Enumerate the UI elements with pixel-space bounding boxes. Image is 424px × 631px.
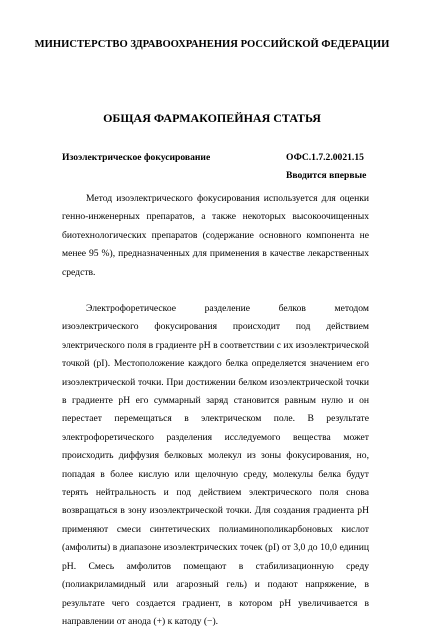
body-paragraph: Метод изоэлектрического фокусирования используется для оценки генно-инженерных препаратов, а также некоторых высокоочищенных биотехнологических препаратов (содержание основного компонента не менее 95 %), предназначенных для применения в качестве лекарственных средств. [62, 193, 369, 278]
article-type-title: ОБЩАЯ ФАРМАКОПЕЙНАЯ СТАТЬЯ [103, 111, 321, 125]
body-paragraph: Электрофоретическое разделение белков методом изоэлектрического фокусирования происходит под действием электрического поля в градиенте pH в соответствии с их изоэлектрической точкой (pI). Местоположение каждого белка определяется значением его изоэлектрической точки. При достижении белком изоэлектрической точки в градиенте pH его суммарный заряд становится равным нулю и он перестает перемещаться в электрическом поле. В результате электрофоретического разделения исследуемого вещества может происходить диффузия белковых молекул из зоны фокусирования, но, попадая в более кислую или щелочную среду, молекулы белка будут терять нейтральность и под действием электрического поля снова возвращаться в зону изоэлектрической точки. Для создания градиента pH применяют смеси синтетических полиаминополикарбоновых кислот (амфолиты) в диапазоне изоэлектрических точек (pI) от 3,0 до 10,0 единиц pH. Смесь амфолитов помещают в стабилизационную среду (полиакриламидный или агарозный гель) и подают напряжение, в результате чего создается градиент, в котором pH увеличивается в направлении от анода (+) к катоду (−). [62, 303, 369, 627]
ministry-heading: МИНИСТЕРСТВО ЗДРАВООХРАНЕНИЯ РОССИЙСКОЙ ФЕДЕРАЦИИ [34, 39, 390, 50]
introduction-note: Вводится впервые [286, 170, 367, 181]
article-code: ОФС.1.7.2.0021.15 [286, 152, 364, 163]
article-subject: Изоэлектрическое фокусирование [62, 152, 211, 163]
